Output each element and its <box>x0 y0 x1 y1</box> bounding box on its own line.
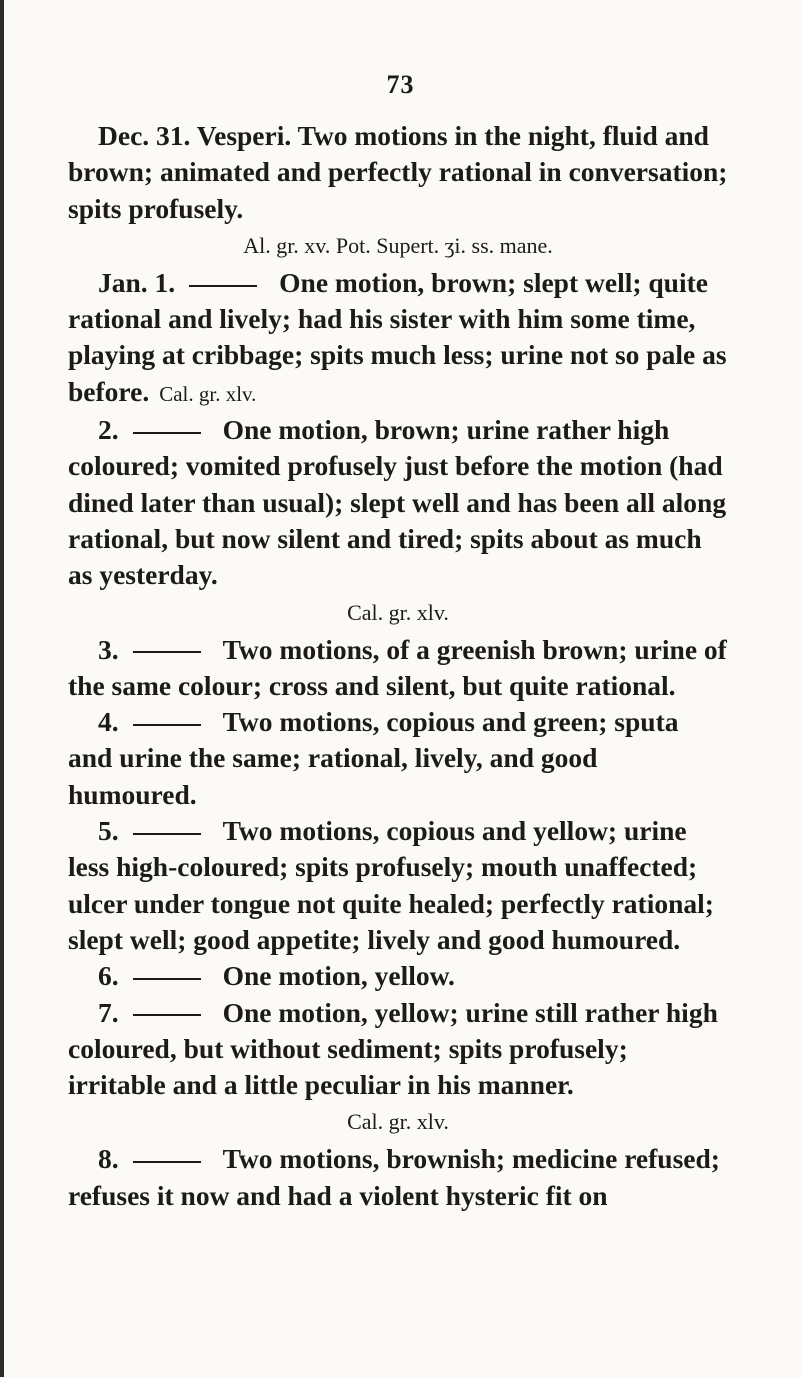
dash-rule <box>133 833 201 835</box>
entry-jan-7 <box>68 995 728 1104</box>
entry-text: Two motions, copious and green; sputa and urine the same; rational, lively, and good humoured. <box>68 706 679 810</box>
entry-date: 5. <box>98 815 119 847</box>
prescription-dec-31: Al. gr. xv. Pot. Supert. ʒi. ss. mane. <box>243 232 553 258</box>
dash-rule <box>133 724 201 726</box>
entry-text: Two motions, of a greenish brown; urine of the same colour; cross and silent, but quite rational. <box>68 633 727 701</box>
entry-jan-6 <box>68 958 728 994</box>
entry-dec-31: Dec. 31. Vesperi. Two motions in the night, fluid and brown; animated and perfectly rational in conversation; spits profusely. <box>68 120 728 224</box>
entry-text: One motion, brown; slept well; quite rational and lively; had his sister with him some time, playing at cribbage; spits much less; urine not so pale as before. <box>68 266 727 407</box>
entry-date: 4. <box>98 706 119 738</box>
entry-date: Jan. 1. <box>98 266 176 298</box>
entry-date: 7. <box>98 996 119 1028</box>
prescription-jan-1: Cal. gr. xlv. <box>159 381 257 406</box>
entry-date: 2. <box>98 414 119 446</box>
prescription-jan-2: Cal. gr. xlv. <box>347 599 449 625</box>
page-number: 73 <box>386 70 415 99</box>
entry-date: 3. <box>98 633 119 665</box>
entry-text: One motion, yellow. <box>222 960 455 992</box>
page-edge <box>0 0 4 1377</box>
dash-rule <box>133 1161 201 1163</box>
entry-jan-8 <box>68 1141 728 1214</box>
entry-jan-5 <box>68 813 728 958</box>
prescription-jan-7: Cal. gr. xlv. <box>347 1109 449 1135</box>
dash-rule <box>189 285 257 287</box>
entry-jan-1 <box>68 265 728 412</box>
entry-date: 8. <box>98 1143 119 1175</box>
dash-rule <box>133 432 201 434</box>
dash-rule <box>133 1014 201 1016</box>
entry-text: Two motions, brownish; medicine refused; refuses it now and had a violent hysteric fit on <box>68 1143 720 1211</box>
entry-text: One motion, yellow; urine still rather high coloured, but without sediment; spits profusely; irritable and a little peculiar in his manner. <box>68 996 718 1101</box>
entry-jan-2 <box>68 412 728 593</box>
entry-text: One motion, brown; urine rather high coloured; vomited profusely just before the motion (had dined later than usual); slept well and has been all along rational, but now silent and tired; spits about as much as yesterday. <box>68 414 727 591</box>
dash-rule <box>133 651 201 653</box>
entry-jan-3 <box>68 632 728 705</box>
entry-jan-4 <box>68 704 728 813</box>
page-body <box>68 118 728 1214</box>
entry-date: 6. <box>98 960 119 992</box>
dash-rule <box>133 978 201 980</box>
entry-text: Two motions, copious and yellow; urine less high-coloured; spits profusely; mouth unaffected; ulcer under tongue not quite healed; perfectly rational; slept well; good appetite; lively and good humoured. <box>68 815 714 955</box>
